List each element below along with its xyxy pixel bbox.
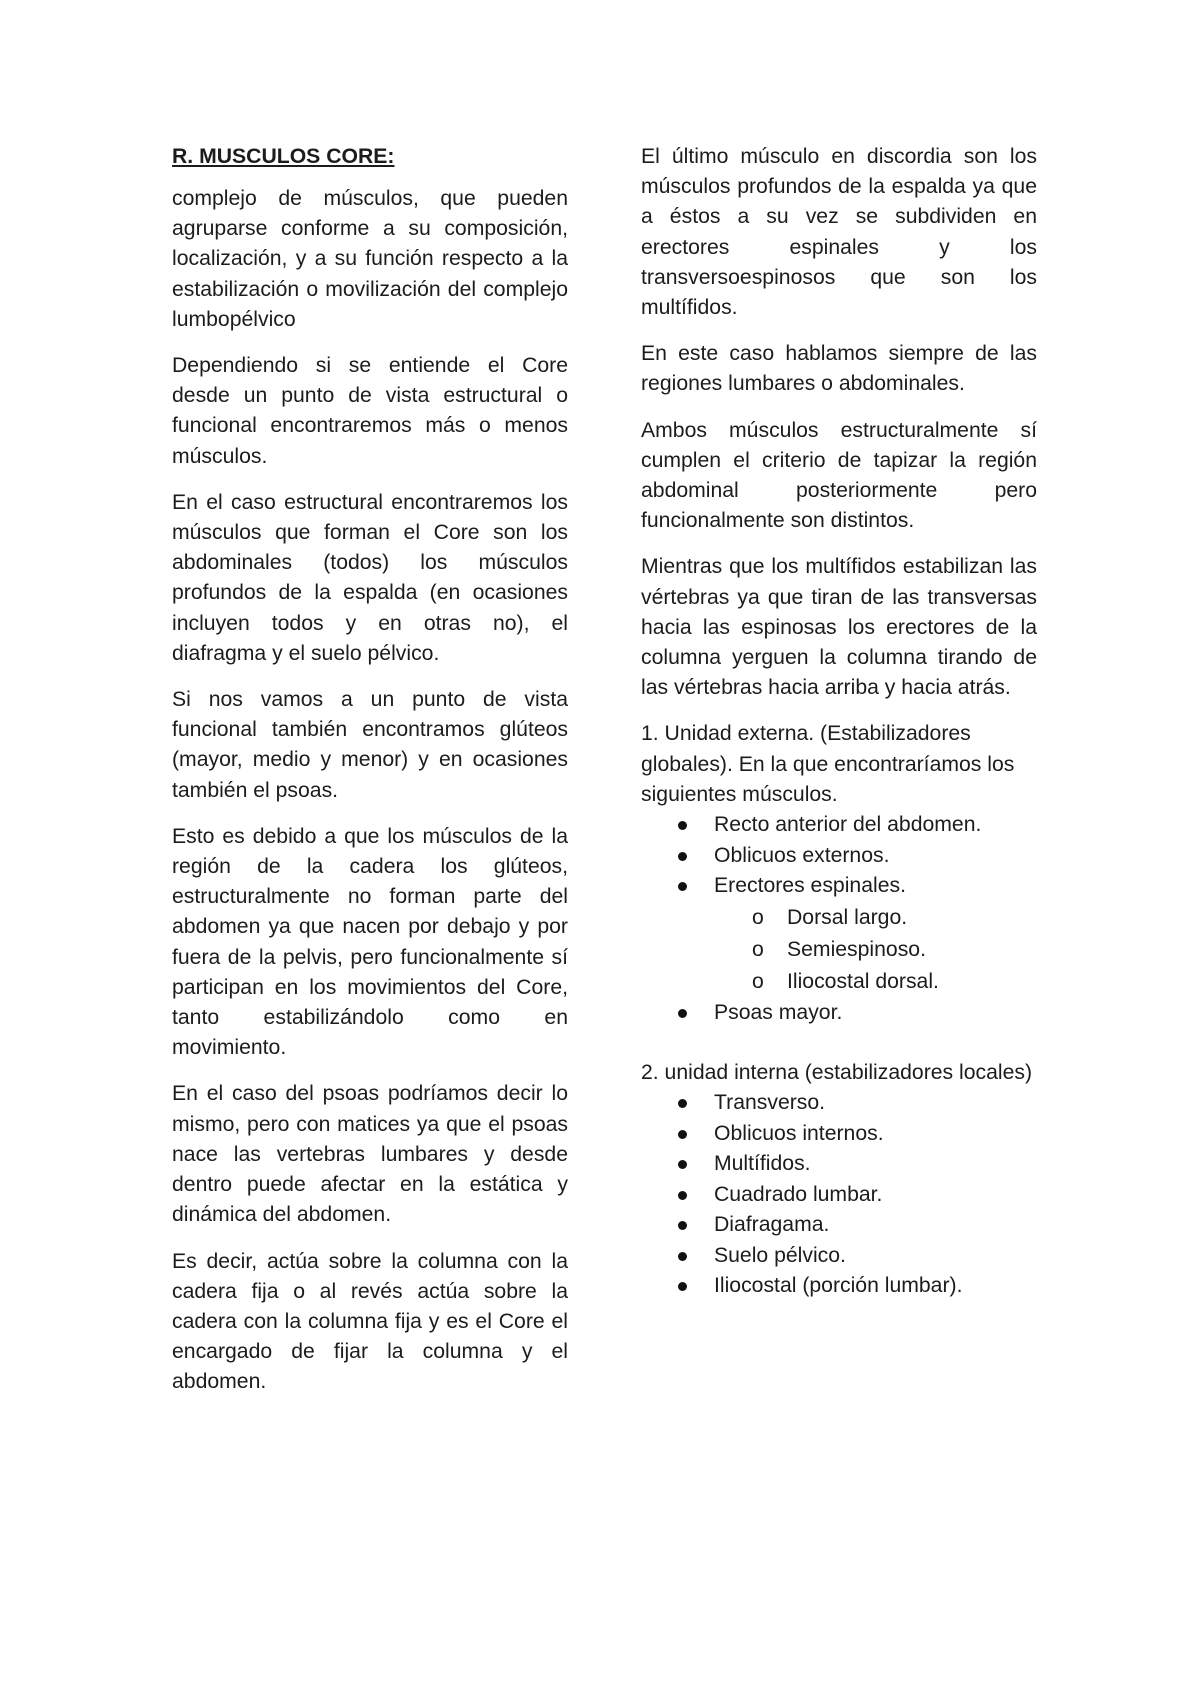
paragraph: En este caso hablamos siempre de las regiones lumbares o abdominales. <box>641 342 1037 396</box>
paragraph: Ambos músculos estructuralmente sí cumplen el criterio de tapizar la región abdominal posteriormente pero funcionalmente son distintos. <box>641 418 1037 533</box>
paragraph: Dependiendo si se entiende el Core desde un punto de vista estructural o funcional encontraremos más o menos músculos. <box>172 354 568 468</box>
bullet-icon <box>678 821 687 830</box>
list-item: Transverso. <box>641 1088 1037 1119</box>
circle-bullet-icon: o <box>752 905 764 929</box>
sub-list-item: o Dorsal largo. <box>641 902 1037 934</box>
list-item: Multífidos. <box>641 1149 1037 1180</box>
paragraph: El último músculo en discordia son los músculos profundos de la espalda ya que a éstos a su vez se subdividen en erectores espinales y los transversoespinosos que son los multífidos. <box>641 145 1037 320</box>
list-item: Oblicuos externos. <box>641 841 1037 872</box>
list-item: Cuadrado lumbar. <box>641 1180 1037 1211</box>
right-column <box>641 142 1037 1302</box>
list-item: Erectores espinales. <box>641 871 1037 902</box>
list-item: Diafragama. <box>641 1210 1037 1241</box>
unit2-list <box>641 1088 1037 1302</box>
sub-list-item: o Iliocostal dorsal. <box>641 966 1037 998</box>
paragraph: Si nos vamos a un punto de vista funcional también encontramos glúteos (mayor, medio y menor) y en ocasiones también el psoas. <box>172 688 568 802</box>
list-item: Oblicuos internos. <box>641 1119 1037 1150</box>
bullet-icon <box>678 1130 687 1139</box>
list-item: Recto anterior del abdomen. <box>641 810 1037 841</box>
list-item: Suelo pélvico. <box>641 1241 1037 1272</box>
bullet-icon <box>678 852 687 861</box>
unit1-intro: 1. Unidad externa. (Estabilizadores globales). En la que encontraríamos los siguientes músculos. <box>641 722 1015 806</box>
bullet-icon <box>678 1221 687 1230</box>
paragraph: Esto es debido a que los músculos de la región de la cadera los glúteos, estructuralmente no forman parte del abdomen ya que nacen por debajo y por fuera de la pelvis, pero funcionalmente sí participan en los movimientos del Core, tanto estabilizándolo como en movimiento. <box>172 824 568 1060</box>
spacer <box>641 1028 1037 1058</box>
paragraph: Mientras que los multífidos estabilizan las vértebras ya que tiran de las transversas hacia las espinosas los erectores de la columna yerguen la columna tirando de las vértebras hacia arriba y hacia atrás. <box>641 555 1037 700</box>
bullet-icon <box>678 1160 687 1169</box>
bullet-icon <box>678 1009 687 1018</box>
bullet-icon <box>678 1191 687 1200</box>
sub-list-item: o Semiespinoso. <box>641 934 1037 966</box>
bullet-icon <box>678 882 687 891</box>
paragraph: Es decir, actúa sobre la columna con la cadera fija o al revés actúa sobre la cadera con la columna fija y es el Core el encargado de fijar la columna y el abdomen. <box>172 1249 568 1394</box>
paragraph: En el caso estructural encontraremos los músculos que forman el Core son los abdominales (todos) los músculos profundos de la espalda (en ocasiones incluyen todos y en otras no), el diafragma y el suelo pélvico. <box>172 490 568 665</box>
paragraph: En el caso del psoas podríamos decir lo mismo, pero con matices ya que el psoas nace las vertebras lumbares y desde dentro puede afectar en la estática y dinámica del abdomen. <box>172 1082 568 1227</box>
section-heading: R. MUSCULOS CORE: <box>172 145 395 168</box>
unit1-list <box>641 810 1037 1028</box>
list-item: Psoas mayor. <box>641 998 1037 1029</box>
list-item: Iliocostal (porción lumbar). <box>641 1271 1037 1302</box>
unit2-intro: 2. unidad interna (estabilizadores locales) <box>641 1061 1033 1085</box>
bullet-icon <box>678 1252 687 1261</box>
paragraph: complejo de músculos, que pueden agruparse conforme a su composición, localización, y a su función respecto a la estabilización o movilización del complejo lumbopélvico <box>172 187 568 331</box>
bullet-icon <box>678 1099 687 1108</box>
circle-bullet-icon: o <box>752 969 764 993</box>
circle-bullet-icon: o <box>752 937 764 961</box>
bullet-icon <box>678 1282 687 1291</box>
left-column <box>172 142 568 1414</box>
